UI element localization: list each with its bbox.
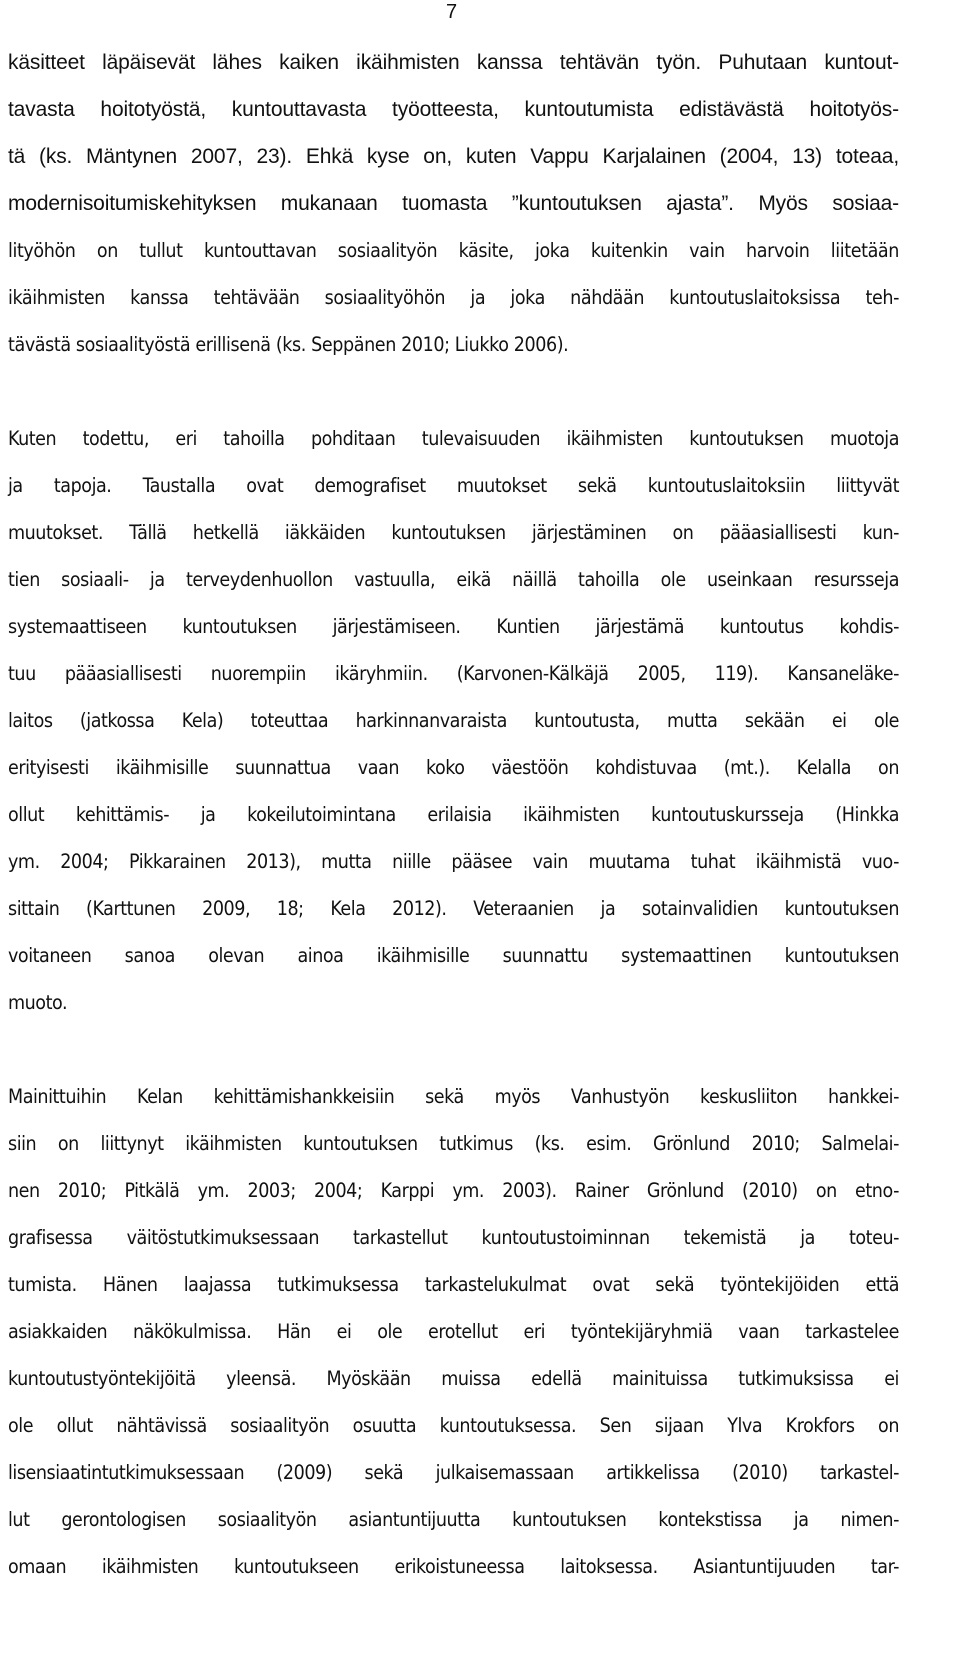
- text-line: tä (ks. Mäntynen 2007, 23). Ehkä kyse on, kuten Vappu Karjalainen (2004, 13) toteaa,: [8, 145, 899, 168]
- text-line: omaan ikäihmisten kuntoutukseen erikoistuneessa laitoksessa. Asiantuntijuuden tar-: [8, 1555, 899, 1578]
- text-line: lut gerontologisen sosiaalityön asiantuntijuutta kuntoutuksen kontekstissa ja nimen-: [8, 1508, 899, 1531]
- text-line: kuntoutustyöntekijöitä yleensä. Myöskään muissa edellä mainituissa tutkimuksissa ei: [8, 1367, 899, 1390]
- text-line: tien sosiaali- ja terveydenhuollon vastuulla, eikä näillä tahoilla ole useinkaan resursseja: [8, 568, 899, 591]
- text-line: Kuten todettu, eri tahoilla pohditaan tulevaisuuden ikäihmisten kuntoutuksen muotoja: [8, 427, 899, 450]
- text-line: Mainittuihin Kelan kehittämishankkeisiin sekä myös Vanhustyön keskusliiton hankkei-: [8, 1085, 899, 1108]
- text-line: tumista. Hänen laajassa tutkimuksessa tarkastelukulmat ovat sekä työntekijöiden että: [8, 1273, 899, 1296]
- text-line: muutokset. Tällä hetkellä iäkkäiden kuntoutuksen järjestäminen on pääasiallisesti kun-: [8, 521, 899, 544]
- text-line: käsitteet läpäisevät lähes kaiken ikäihmisten kanssa tehtävän työn. Puhutaan kuntout-: [8, 51, 899, 74]
- text-line: ollut kehittämis- ja kokeilutoimintana erilaisia ikäihmisten kuntoutuskursseja (Hinkka: [8, 803, 899, 826]
- text-line: nen 2010; Pitkälä ym. 2003; 2004; Karppi ym. 2003). Rainer Grönlund (2010) on etno-: [8, 1179, 899, 1202]
- text-line: systemaattiseen kuntoutuksen järjestämiseen. Kuntien järjestämä kuntoutus kohdis-: [8, 615, 899, 638]
- text-line: tuu pääasiallisesti nuorempiin ikäryhmiin. (Karvonen-Kälkäjä 2005, 119). Kansaneläke-: [8, 662, 899, 685]
- text-line: sittain (Karttunen 2009, 18; Kela 2012). Veteraanien ja sotainvalidien kuntoutuksen: [8, 897, 899, 920]
- text-line: lisensiaatintutkimuksessaan (2009) sekä julkaisemassaan artikkelissa (2010) tarkastel-: [8, 1461, 899, 1484]
- text-line: tavasta hoitotyöstä, kuntouttavasta työotteesta, kuntoutumista edistävästä hoitotyös-: [8, 98, 899, 121]
- text-line: ym. 2004; Pikkarainen 2013), mutta niille pääsee vain muutama tuhat ikäihmistä vuo-: [8, 850, 899, 873]
- text-line: siin on liittynyt ikäihmisten kuntoutuksen tutkimus (ks. esim. Grönlund 2010; Salmelai-: [8, 1132, 899, 1155]
- text-line: tävästä sosiaalityöstä erillisenä (ks. Seppänen 2010; Liukko 2006).: [8, 333, 569, 356]
- text-line: ja tapoja. Taustalla ovat demografiset muutokset sekä kuntoutuslaitoksiin liittyvät: [8, 474, 899, 497]
- page-number: 7: [446, 1, 458, 23]
- text-line: asiakkaiden näkökulmissa. Hän ei ole erotellut eri työntekijäryhmiä vaan tarkastelee: [8, 1320, 899, 1343]
- text-line: grafisessa väitöstutkimuksessaan tarkastellut kuntoutustoiminnan tekemistä ja toteu-: [8, 1226, 899, 1249]
- text-line: ikäihmisten kanssa tehtävään sosiaalityöhön ja joka nähdään kuntoutuslaitoksissa teh-: [8, 286, 899, 309]
- text-line: ole ollut nähtävissä sosiaalityön osuutta kuntoutuksessa. Sen sijaan Ylva Krokfors on: [8, 1414, 899, 1437]
- text-line: laitos (jatkossa Kela) toteuttaa harkinnanvaraista kuntoutusta, mutta sekään ei ole: [8, 709, 899, 732]
- text-line: modernisoitumiskehityksen mukanaan tuomasta ”kuntoutuksen ajasta”. Myös sosiaa-: [8, 192, 899, 215]
- text-line: voitaneen sanoa olevan ainoa ikäihmisille suunnattu systemaattinen kuntoutuksen: [8, 944, 899, 967]
- text-line: muoto.: [8, 991, 68, 1014]
- text-line: lityöhön on tullut kuntouttavan sosiaalityön käsite, joka kuitenkin vain harvoin liitetään: [8, 239, 899, 262]
- text-line: erityisesti ikäihmisille suunnattua vaan koko väestöön kohdistuvaa (mt.). Kelalla on: [8, 756, 899, 779]
